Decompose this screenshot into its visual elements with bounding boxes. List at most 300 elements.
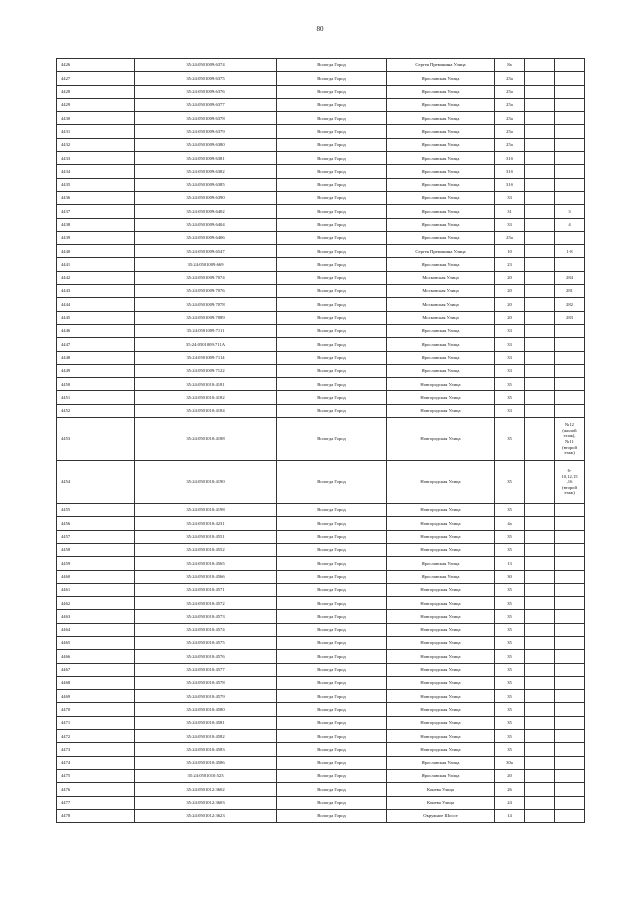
house-number-cell: 35	[495, 504, 525, 517]
house-number-cell: 33	[495, 191, 525, 204]
note-cell	[555, 623, 585, 636]
cadastral-number-cell: 35:24:0501009:6381	[135, 152, 277, 165]
row-number-cell: 4469	[57, 690, 135, 703]
row-number-cell: 4451	[57, 391, 135, 404]
row-number-cell: 4464	[57, 623, 135, 636]
row-number-cell: 4438	[57, 218, 135, 231]
street-cell: Ярославская Улица	[387, 178, 495, 191]
note-cell	[555, 404, 585, 417]
city-cell: Вологда Город	[277, 351, 387, 364]
city-cell: Вологда Город	[277, 72, 387, 85]
note-cell	[555, 178, 585, 191]
note-cell	[555, 364, 585, 377]
table-row	[57, 404, 585, 417]
note-cell	[555, 112, 585, 125]
row-number-cell: 4444	[57, 298, 135, 311]
house-number-cell: 25а	[495, 112, 525, 125]
city-cell: Вологда Город	[277, 98, 387, 111]
cadastral-number-cell: 35:24:0501009:7076	[135, 285, 277, 298]
cadastral-number-cell: 35:24:0501010:4188	[135, 418, 277, 461]
premises-cell	[525, 583, 555, 596]
cadastral-number-cell: 35:24:0501009:6376	[135, 85, 277, 98]
cadastral-number-cell: 35:24:0501010:4190	[135, 461, 277, 504]
city-cell: Вологда Город	[277, 364, 387, 377]
cadastral-number-cell: 35:24:0501010:4582	[135, 730, 277, 743]
house-number-cell: 35	[495, 461, 525, 504]
city-cell: Вологда Город	[277, 165, 387, 178]
row-number-cell: 4429	[57, 98, 135, 111]
note-cell	[555, 152, 585, 165]
cadastral-number-cell: 35:24:0501010:4577	[135, 663, 277, 676]
row-number-cell: 4472	[57, 730, 135, 743]
cadastral-number-cell: 35:24:0501010:4565	[135, 557, 277, 570]
note-cell: 282	[555, 298, 585, 311]
city-cell: Вологда Город	[277, 583, 387, 596]
street-cell: Ярославская Улица	[387, 98, 495, 111]
city-cell: Вологда Город	[277, 324, 387, 337]
city-cell: Вологда Город	[277, 191, 387, 204]
house-number-cell: 35	[495, 543, 525, 556]
note-cell	[555, 716, 585, 729]
premises-cell	[525, 504, 555, 517]
premises-cell	[525, 517, 555, 530]
row-number-cell: 4430	[57, 112, 135, 125]
premises-cell	[525, 205, 555, 218]
cadastral-number-cell: 35:24:0501010:4231	[135, 517, 277, 530]
row-number-cell: 4463	[57, 610, 135, 623]
note-cell	[555, 191, 585, 204]
note-cell	[555, 570, 585, 583]
street-cell: Новгородская Улица	[387, 543, 495, 556]
house-number-cell: 31б	[495, 152, 525, 165]
premises-cell	[525, 178, 555, 191]
city-cell: Вологда Город	[277, 138, 387, 151]
cadastral-number-cell: 35:24:0501009:6382	[135, 165, 277, 178]
note-cell	[555, 378, 585, 391]
premises-cell	[525, 730, 555, 743]
note-cell	[555, 610, 585, 623]
house-number-cell: 31б	[495, 178, 525, 191]
premises-cell	[525, 756, 555, 769]
street-cell: Ярославская Улица	[387, 205, 495, 218]
cadastral-number-cell: 35:24:0501009:669	[135, 258, 277, 271]
house-number-cell: 25а	[495, 231, 525, 244]
table-row	[57, 663, 585, 676]
note-cell	[555, 809, 585, 822]
row-number-cell: 4437	[57, 205, 135, 218]
cadastral-number-cell: 35:24:0501010:4574	[135, 623, 277, 636]
cadastral-number-cell: 35:24:0501010:523	[135, 769, 277, 782]
cadastral-number-cell: 35:24:0501009:6380	[135, 138, 277, 151]
cadastral-number-cell: 35:24:0501010:4572	[135, 597, 277, 610]
table-row	[57, 650, 585, 663]
row-number-cell: 4460	[57, 570, 135, 583]
city-cell: Вологда Город	[277, 557, 387, 570]
premises-cell	[525, 530, 555, 543]
street-cell: Новгородская Улица	[387, 676, 495, 689]
premises-cell	[525, 543, 555, 556]
house-number-cell: 33	[495, 338, 525, 351]
street-cell: Конева Улица	[387, 796, 495, 809]
note-cell	[555, 730, 585, 743]
premises-cell	[525, 703, 555, 716]
street-cell: Ярославская Улица	[387, 231, 495, 244]
street-cell: Новгородская Улица	[387, 703, 495, 716]
note-cell: №12 (жилой этаж), №11 (второй этаж)	[555, 418, 585, 461]
note-cell	[555, 597, 585, 610]
row-number-cell: 4433	[57, 152, 135, 165]
table-row	[57, 245, 585, 258]
street-cell: Новгородская Улица	[387, 597, 495, 610]
cadastral-number-cell: 35:24:0501010:4198	[135, 504, 277, 517]
table-row	[57, 756, 585, 769]
table-row	[57, 298, 585, 311]
house-number-cell: 35	[495, 676, 525, 689]
table-row	[57, 543, 585, 556]
street-cell: Новгородская Улица	[387, 461, 495, 504]
city-cell: Вологда Город	[277, 404, 387, 417]
row-number-cell: 4458	[57, 543, 135, 556]
cadastral-number-cell: 35:24:0501010:4576	[135, 650, 277, 663]
city-cell: Вологда Город	[277, 231, 387, 244]
row-number-cell: 4454	[57, 461, 135, 504]
row-number-cell: 4477	[57, 796, 135, 809]
note-cell	[555, 138, 585, 151]
street-cell: Новгородская Улица	[387, 663, 495, 676]
city-cell: Вологда Город	[277, 271, 387, 284]
cadastral-number-cell: 35:24:0501009:6379	[135, 125, 277, 138]
street-cell: Ярославская Улица	[387, 557, 495, 570]
row-number-cell: 4443	[57, 285, 135, 298]
note-cell	[555, 769, 585, 782]
row-number-cell: 4428	[57, 85, 135, 98]
city-cell: Вологда Город	[277, 623, 387, 636]
row-number-cell: 4456	[57, 517, 135, 530]
note-cell	[555, 636, 585, 649]
house-number-cell: 33	[495, 404, 525, 417]
note-cell	[555, 690, 585, 703]
cadastral-number-cell: 35:24:0501010:4184	[135, 404, 277, 417]
row-number-cell: 4441	[57, 258, 135, 271]
street-cell: Ярославская Улица	[387, 570, 495, 583]
street-cell: Московская Улица	[387, 311, 495, 324]
cadastral-number-cell: 35:24:0501010:4551	[135, 530, 277, 543]
note-cell	[555, 231, 585, 244]
street-cell: Новгородская Улица	[387, 418, 495, 461]
street-cell: Ярославская Улица	[387, 165, 495, 178]
street-cell: Ярославская Улица	[387, 138, 495, 151]
premises-cell	[525, 404, 555, 417]
city-cell: Вологда Город	[277, 769, 387, 782]
street-cell: Сергея Преминина Улица	[387, 245, 495, 258]
row-number-cell: 4465	[57, 636, 135, 649]
table-row	[57, 730, 585, 743]
premises-cell	[525, 636, 555, 649]
table-row	[57, 783, 585, 796]
premises-cell	[525, 743, 555, 756]
note-cell	[555, 324, 585, 337]
premises-cell	[525, 676, 555, 689]
premises-cell	[525, 597, 555, 610]
table-row	[57, 623, 585, 636]
city-cell: Вологда Город	[277, 663, 387, 676]
city-cell: Вологда Город	[277, 690, 387, 703]
note-cell	[555, 504, 585, 517]
street-cell: Окружное Шоссе	[387, 809, 495, 822]
city-cell: Вологда Город	[277, 650, 387, 663]
table-row	[57, 72, 585, 85]
premises-cell	[525, 59, 555, 72]
cadastral-number-cell: 35:24:0501009:711А	[135, 338, 277, 351]
house-number-cell: 35	[495, 597, 525, 610]
city-cell: Вологда Город	[277, 125, 387, 138]
cadastral-number-cell: 35:24:0501009:7074	[135, 271, 277, 284]
street-cell: Ярославская Улица	[387, 756, 495, 769]
house-number-cell: 35	[495, 690, 525, 703]
cadastral-number-cell: 35:24:0501009:7111	[135, 324, 277, 337]
row-number-cell: 4471	[57, 716, 135, 729]
street-cell: Новгородская Улица	[387, 517, 495, 530]
city-cell: Вологда Город	[277, 703, 387, 716]
table-row	[57, 676, 585, 689]
premises-cell	[525, 783, 555, 796]
table-row	[57, 504, 585, 517]
cadastral-number-cell: 35:24:0501010:4566	[135, 570, 277, 583]
cadastral-number-cell: 35:24:0501012:3603	[135, 796, 277, 809]
street-cell: Новгородская Улица	[387, 623, 495, 636]
city-cell: Вологда Город	[277, 676, 387, 689]
street-cell: Новгородская Улица	[387, 504, 495, 517]
premises-cell	[525, 125, 555, 138]
city-cell: Вологда Город	[277, 418, 387, 461]
row-number-cell: 4445	[57, 311, 135, 324]
row-number-cell: 4455	[57, 504, 135, 517]
table-row	[57, 138, 585, 151]
city-cell: Вологда Город	[277, 570, 387, 583]
house-number-cell: 25а	[495, 72, 525, 85]
house-number-cell: 4а	[495, 517, 525, 530]
premises-cell	[525, 769, 555, 782]
note-cell	[555, 703, 585, 716]
cadastral-number-cell: 35:24:0501009:6378	[135, 112, 277, 125]
row-number-cell: 4448	[57, 351, 135, 364]
premises-cell	[525, 218, 555, 231]
table-row	[57, 285, 585, 298]
table-row	[57, 418, 585, 461]
row-number-cell: 4432	[57, 138, 135, 151]
note-cell: 283	[555, 311, 585, 324]
cadastral-number-cell: 35:24:0501010:4573	[135, 610, 277, 623]
note-cell	[555, 663, 585, 676]
city-cell: Вологда Город	[277, 543, 387, 556]
table-row	[57, 364, 585, 377]
premises-cell	[525, 258, 555, 271]
row-number-cell: 4452	[57, 404, 135, 417]
table-row	[57, 338, 585, 351]
city-cell: Вологда Город	[277, 205, 387, 218]
row-number-cell: 4478	[57, 809, 135, 822]
street-cell: Новгородская Улица	[387, 391, 495, 404]
premises-cell	[525, 298, 555, 311]
street-cell: Ярославская Улица	[387, 125, 495, 138]
premises-cell	[525, 231, 555, 244]
note-cell	[555, 756, 585, 769]
house-number-cell: 33	[495, 218, 525, 231]
note-cell	[555, 517, 585, 530]
street-cell: Сергея Преминина Улица	[387, 59, 495, 72]
premises-cell	[525, 271, 555, 284]
premises-cell	[525, 138, 555, 151]
premises-cell	[525, 338, 555, 351]
note-cell	[555, 650, 585, 663]
street-cell: Ярославская Улица	[387, 258, 495, 271]
street-cell: Московская Улица	[387, 285, 495, 298]
row-number-cell: 4453	[57, 418, 135, 461]
cadastral-number-cell: 35:24:0501009:7089	[135, 311, 277, 324]
note-cell	[555, 258, 585, 271]
note-cell: 6- 10,12,15 ,16 (второй этаж)	[555, 461, 585, 504]
note-cell	[555, 557, 585, 570]
street-cell: Ярославская Улица	[387, 191, 495, 204]
cadastral-number-cell: 35:24:0501010:4571	[135, 583, 277, 596]
house-number-cell: 30а	[495, 756, 525, 769]
row-number-cell: 4435	[57, 178, 135, 191]
note-cell: 4	[555, 218, 585, 231]
house-number-cell: 35	[495, 650, 525, 663]
note-cell	[555, 583, 585, 596]
house-number-cell: 35	[495, 418, 525, 461]
cadastral-number-cell: 35:24:0501010:4579	[135, 690, 277, 703]
street-cell: Ярославская Улица	[387, 338, 495, 351]
house-number-cell: 25а	[495, 125, 525, 138]
row-number-cell: 4467	[57, 663, 135, 676]
city-cell: Вологда Город	[277, 152, 387, 165]
street-cell: Ярославская Улица	[387, 72, 495, 85]
street-cell: Ярославская Улица	[387, 364, 495, 377]
note-cell	[555, 543, 585, 556]
premises-cell	[525, 72, 555, 85]
row-number-cell: 4427	[57, 72, 135, 85]
cadastral-number-cell: 35:24:0501009:6390	[135, 191, 277, 204]
table-row	[57, 165, 585, 178]
row-number-cell: 4476	[57, 783, 135, 796]
premises-cell	[525, 610, 555, 623]
city-cell: Вологда Город	[277, 636, 387, 649]
house-number-cell: 13	[495, 557, 525, 570]
house-number-cell: 20	[495, 769, 525, 782]
cadastral-number-cell: 35:24:0501010:4578	[135, 676, 277, 689]
row-number-cell: 4439	[57, 231, 135, 244]
city-cell: Вологда Город	[277, 783, 387, 796]
table-row	[57, 461, 585, 504]
note-cell	[555, 743, 585, 756]
table-row	[57, 125, 585, 138]
row-number-cell: 4442	[57, 271, 135, 284]
street-cell: Новгородская Улица	[387, 378, 495, 391]
city-cell: Вологда Город	[277, 338, 387, 351]
premises-cell	[525, 351, 555, 364]
row-number-cell: 4474	[57, 756, 135, 769]
street-cell: Новгородская Улица	[387, 610, 495, 623]
row-number-cell: 4436	[57, 191, 135, 204]
street-cell: Московская Улица	[387, 298, 495, 311]
premises-cell	[525, 663, 555, 676]
premises-cell	[525, 112, 555, 125]
house-number-cell: 25а	[495, 98, 525, 111]
row-number-cell: 4475	[57, 769, 135, 782]
premises-cell	[525, 690, 555, 703]
house-number-cell: 35	[495, 530, 525, 543]
table-row	[57, 218, 585, 231]
cadastral-number-cell: 35:24:0501009:7114	[135, 351, 277, 364]
cadastral-number-cell: 35:24:0501009:6374	[135, 59, 277, 72]
house-number-cell: 25а	[495, 138, 525, 151]
row-number-cell: 4434	[57, 165, 135, 178]
city-cell: Вологда Город	[277, 85, 387, 98]
row-number-cell: 4447	[57, 338, 135, 351]
city-cell: Вологда Город	[277, 530, 387, 543]
house-number-cell: 8а	[495, 59, 525, 72]
table-row	[57, 809, 585, 822]
table-row	[57, 769, 585, 782]
cadastral-number-cell: 35:24:0501009:6402	[135, 205, 277, 218]
city-cell: Вологда Город	[277, 730, 387, 743]
table-row	[57, 178, 585, 191]
row-number-cell: 4468	[57, 676, 135, 689]
cadastral-number-cell: 35:24:0501012:3623	[135, 809, 277, 822]
house-number-cell: 20	[495, 285, 525, 298]
premises-cell	[525, 85, 555, 98]
city-cell: Вологда Город	[277, 597, 387, 610]
street-cell: Новгородская Улица	[387, 716, 495, 729]
street-cell: Новгородская Улица	[387, 404, 495, 417]
house-number-cell: 35	[495, 743, 525, 756]
premises-cell	[525, 557, 555, 570]
table-row	[57, 152, 585, 165]
cadastral-number-cell: 35:24:0501009:7078	[135, 298, 277, 311]
street-cell: Новгородская Улица	[387, 530, 495, 543]
premises-cell	[525, 165, 555, 178]
table-row	[57, 570, 585, 583]
premises-cell	[525, 570, 555, 583]
cadastral-number-cell: 35:24:0501010:4575	[135, 636, 277, 649]
row-number-cell: 4462	[57, 597, 135, 610]
house-number-cell: 33	[495, 364, 525, 377]
street-cell: Московская Улица	[387, 271, 495, 284]
note-cell	[555, 85, 585, 98]
note-cell	[555, 125, 585, 138]
premises-cell	[525, 152, 555, 165]
table-row	[57, 796, 585, 809]
house-number-cell: 35	[495, 730, 525, 743]
city-cell: Вологда Город	[277, 178, 387, 191]
house-number-cell: 14	[495, 809, 525, 822]
row-number-cell: 4470	[57, 703, 135, 716]
cadastral-number-cell: 35:24:0501010:4181	[135, 378, 277, 391]
house-number-cell: 20	[495, 271, 525, 284]
house-number-cell: 20	[495, 311, 525, 324]
table-row	[57, 583, 585, 596]
street-cell: Ярославская Улица	[387, 324, 495, 337]
note-cell	[555, 796, 585, 809]
cadastral-number-cell: 35:24:0501010:4586	[135, 756, 277, 769]
table-row	[57, 391, 585, 404]
street-cell: Ярославская Улица	[387, 218, 495, 231]
row-number-cell: 4473	[57, 743, 135, 756]
city-cell: Вологда Город	[277, 504, 387, 517]
cadastral-number-cell: 35:24:0501010:4583	[135, 743, 277, 756]
street-cell: Ярославская Улица	[387, 85, 495, 98]
